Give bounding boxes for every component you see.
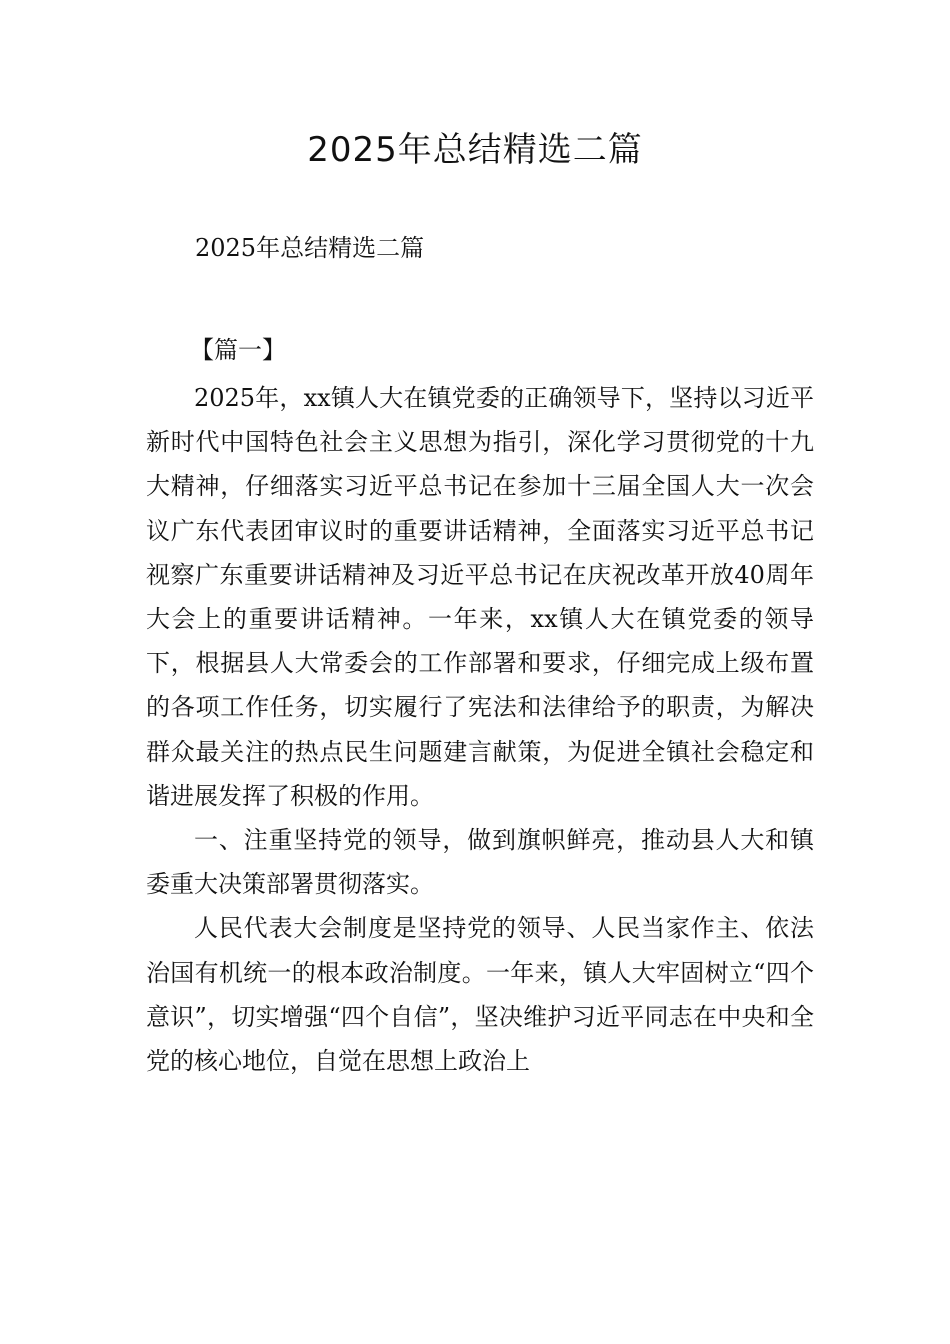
section-label: 【篇一】 (190, 336, 286, 364)
body-paragraph: 人民代表大会制度是坚持党的领导、人民当家作主、依法治国有机统一的根本政治制度。一年来，镇人大牢固树立“四个意识”，切实增强“四个自信”，坚决维护习近平同志在中央和全党的核心地位，自觉在思想上政治上 (146, 914, 814, 1076)
document-title: 2025年总结精选二篇 (307, 130, 643, 170)
body-paragraph: 2025年，xx镇人大在镇党委的正确领导下，坚持以习近平新时代中国特色社会主义思想为指引，深化学习贯彻党的十九大精神，仔细落实习近平总书记在参加十三届全国人大一次会议广东代表团审议时的重要讲话精神，全面落实习近平总书记视察广东重要讲话精神及习近平总书记在庆祝改革开放40周年大会上的重要讲话精神。一年来，xx镇人大在镇党委的领导下，根据县人大常委会的工作部署和要求，仔细完成上级布置的各项工作任务，切实履行了宪法和法律给予的职责，为解决群众最关注的热点民生问题建言献策，为促进全镇社会稳定和谐进展发挥了积极的作用。 (146, 384, 814, 810)
document-body (146, 376, 814, 1083)
body-paragraph: 一、注重坚持党的领导，做到旗帜鲜亮，推动县人大和镇委重大决策部署贯彻落实。 (146, 826, 814, 899)
document-subtitle: 2025年总结精选二篇 (195, 234, 425, 262)
